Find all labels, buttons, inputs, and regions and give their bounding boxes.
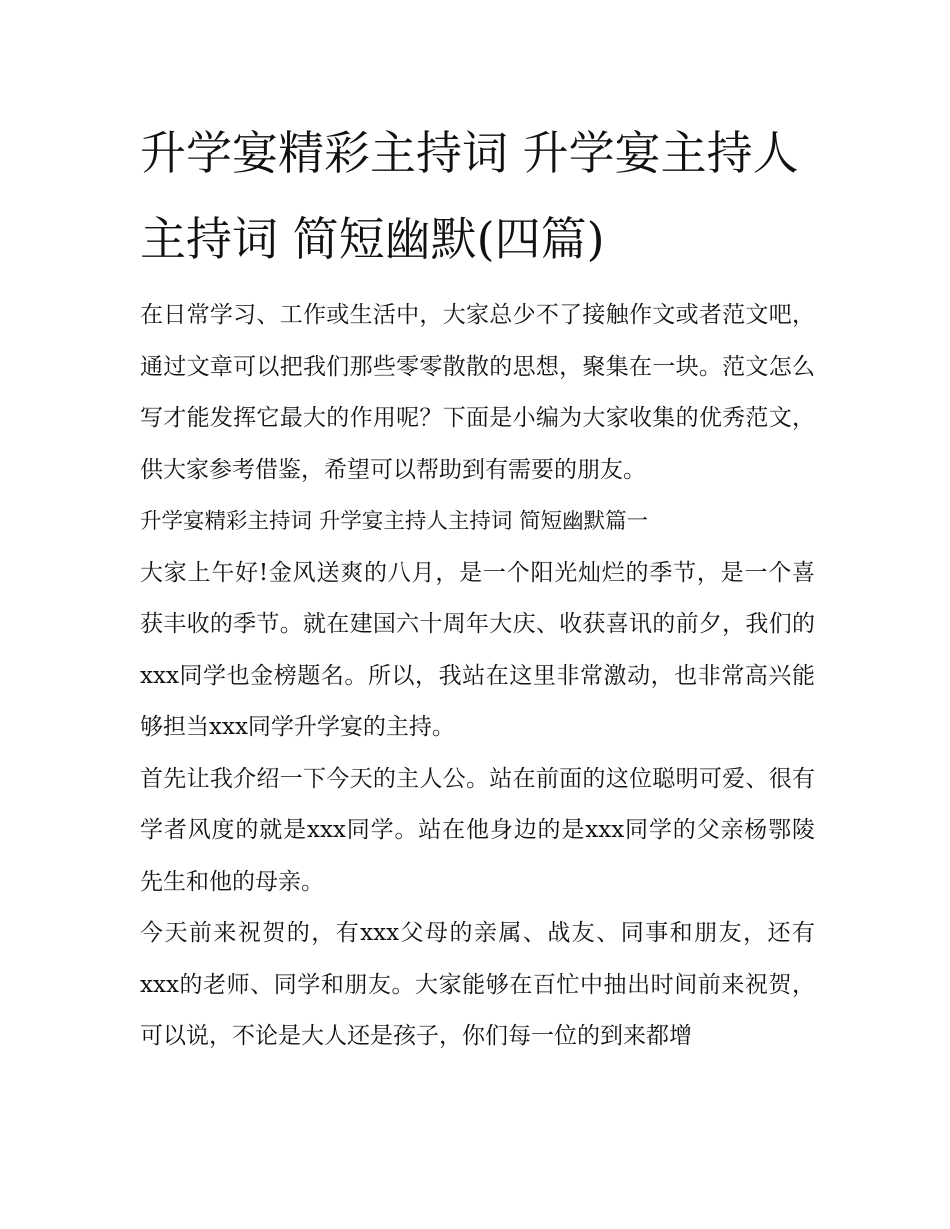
intro-paragraph: 在日常学习、工作或生活中，大家总少不了接触作文或者范文吧，通过文章可以把我们那些零零散散的思想，聚集在一块。范文怎么写才能发挥它最大的作用呢？下面是小编为大家收集的优秀范文，供大家参考借鉴，希望可以帮助到有需要的朋友。 bbox=[140, 302, 815, 483]
body-paragraph-3: 今天前来祝贺的，有xxx父母的亲属、战友、同事和朋友，还有xxx的老师、同学和朋友。大家能够在百忙中抽出时间前来祝贺，可以说，不论是大人还是孩子，你们每一位的到来都增 bbox=[140, 920, 815, 1049]
document-title: 升学宴精彩主持词 升学宴主持人主持词 简短幽默(四篇) bbox=[140, 126, 799, 266]
section-heading: 升学宴精彩主持词 升学宴主持人主持词 简短幽默篇一 bbox=[140, 509, 649, 534]
body-paragraph-1: 大家上午好!金风送爽的八月，是一个阳光灿烂的季节，是一个喜获丰收的季节。就在建国六十周年大庆、收获喜讯的前夕，我们的xxx同学也金榜题名。所以，我站在这里非常激动，也非常高兴能够担当xxx同学升学宴的主持。 bbox=[140, 559, 815, 740]
document-page bbox=[140, 110, 815, 1063]
body-paragraph-2: 首先让我介绍一下今天的主人公。站在前面的这位聪明可爱、很有学者风度的就是xxx同学。站在他身边的是xxx同学的父亲杨鄂陵先生和他的母亲。 bbox=[140, 765, 815, 895]
